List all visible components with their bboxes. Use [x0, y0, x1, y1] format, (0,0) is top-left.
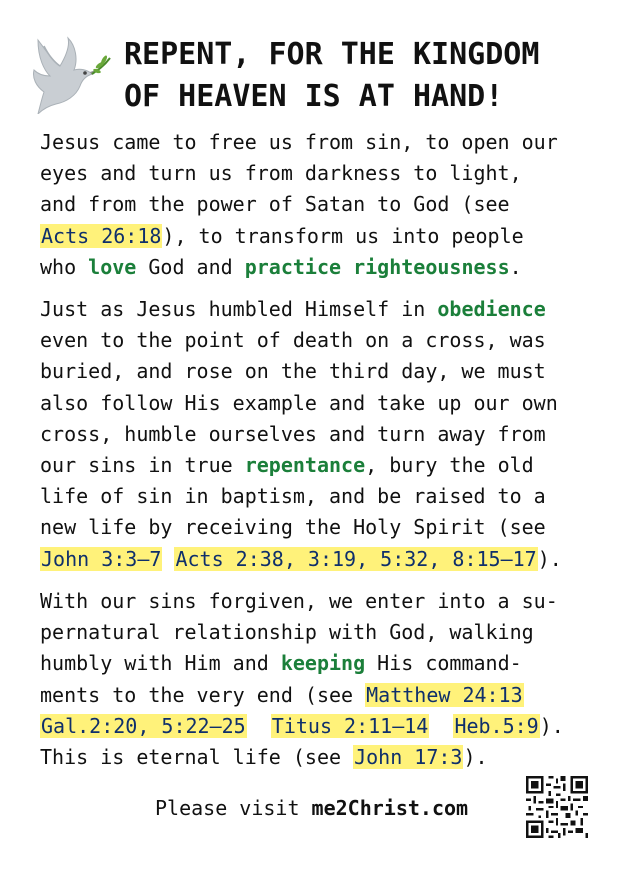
- p3-line-3: [40, 648, 564, 679]
- keyword-repentance: repentance: [244, 453, 366, 478]
- website-link[interactable]: me2Christ.com: [311, 796, 469, 820]
- keyword-love: love: [88, 254, 137, 279]
- p2-line-6-pre: our sins in true: [40, 453, 245, 478]
- p2-line-6: [40, 450, 562, 481]
- p3-line-2: pernatural relationship with God, walking: [40, 620, 534, 645]
- p3-line-6: [40, 742, 564, 773]
- p1-line-2: eyes and turn us from darkness to light,: [40, 161, 522, 186]
- p1-line-1: Jesus came to free us from sin, to open our: [40, 130, 558, 154]
- p1-line-5-mid: God and: [136, 254, 245, 279]
- p3-line-6-end: ).: [463, 745, 488, 770]
- p3-line-5: [40, 711, 564, 742]
- scripture-ref-gal[interactable]: Gal.2:20, 5:22–25: [41, 713, 246, 738]
- p3-line-3-pre: humbly with Him and: [40, 651, 281, 676]
- p3-line-6-pre: This is eternal life (see: [40, 745, 354, 770]
- p2-line-9-end: ).: [537, 546, 562, 571]
- qr-code-icon[interactable]: [526, 776, 588, 838]
- p3-line-4: [40, 680, 564, 711]
- scripture-ref-heb[interactable]: Heb.5:9: [454, 713, 539, 738]
- p2-line-6-end: , bury the old: [365, 453, 534, 478]
- p1-line-5-end: .: [509, 254, 522, 279]
- scripture-ref-john-17-3[interactable]: John 17:3: [354, 745, 463, 770]
- p1-line-4: [40, 221, 558, 252]
- dove-icon: [30, 36, 112, 114]
- title-line-2: OF HEAVEN IS AT HAND!: [124, 79, 504, 114]
- keyword-obedience: obedience: [437, 297, 546, 321]
- scripture-ref-acts-2[interactable]: Acts 2:38, 3:19, 5:32, 8:15–17: [175, 546, 537, 571]
- p2-line-5: cross, humble ourselves and turn away from: [40, 421, 546, 446]
- p2-line-9: [40, 544, 562, 575]
- p1-line-4-text: ), to transform us into people: [162, 223, 524, 248]
- footer-prefix: Please visit: [155, 796, 312, 820]
- paragraph-1: [40, 127, 558, 283]
- p2-line-8: new life by receiving the Holy Spirit (see: [40, 515, 546, 540]
- p1-line-5: [40, 252, 558, 283]
- scripture-ref-john-3[interactable]: John 3:3–7: [41, 546, 162, 571]
- p2-line-2: even to the point of death on a cross, was: [40, 328, 546, 353]
- p3-line-3-end: His command-: [365, 651, 522, 676]
- paragraph-2: [40, 294, 562, 575]
- p3-line-5-end: ).: [539, 713, 564, 738]
- p1-line-3: and from the power of Satan to God (see: [40, 192, 510, 217]
- p1-line-5-pre: who: [40, 254, 89, 279]
- scripture-ref-matthew-24-13[interactable]: Matthew 24:13: [366, 682, 523, 707]
- scripture-ref-acts-26-18[interactable]: Acts 26:18: [41, 223, 162, 248]
- p2-line-1: [40, 294, 562, 325]
- footer: [155, 796, 468, 820]
- p2-line-3: buried, and rose on the third day, we must: [40, 359, 546, 384]
- title-line-1: REPENT, FOR THE KINGDOM: [124, 37, 540, 72]
- p2-line-1-pre: Just as Jesus humbled Himself in: [40, 297, 438, 321]
- p2-line-7: life of sin in baptism, and be raised to a: [40, 484, 546, 509]
- p2-line-4: also follow His example and take up our own: [40, 390, 558, 415]
- keyword-practice-righteousness: practice righteousness: [244, 254, 510, 279]
- p3-line-1: With our sins forgiven, we enter into a su-: [40, 589, 558, 613]
- scripture-ref-titus[interactable]: Titus 2:11–14: [271, 713, 429, 738]
- page-title: [124, 34, 539, 118]
- paragraph-3: [40, 586, 564, 773]
- p3-line-4-pre: ments to the very end (see: [40, 682, 366, 707]
- keyword-keeping: keeping: [280, 651, 366, 676]
